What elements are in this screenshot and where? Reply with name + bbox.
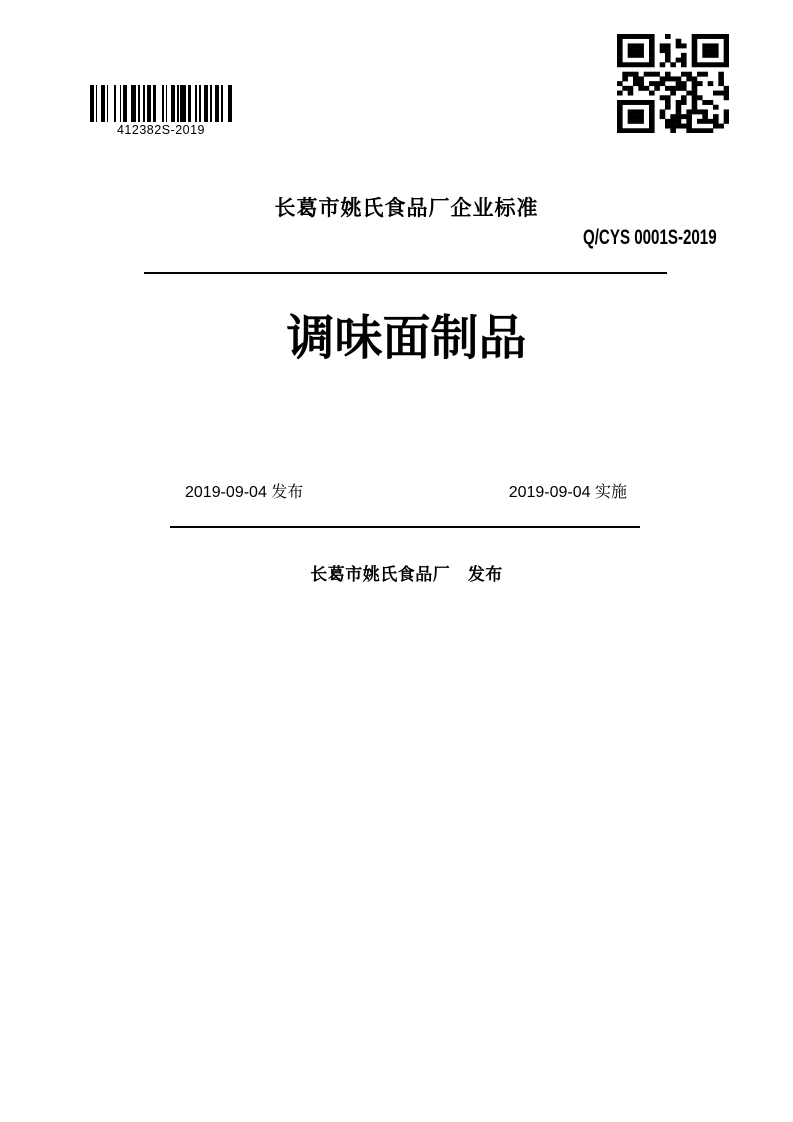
publisher-line: 长葛市姚氏食品厂 发布 [310,565,503,584]
divider-line-bottom [170,526,640,528]
dates-row [185,479,627,502]
divider-line-top [144,272,667,274]
enterprise-standard-title: 长葛市姚氏食品厂企业标准 [274,197,539,220]
qr-code [617,34,729,133]
barcode-label: 412382S-2019 [116,123,206,137]
issue-date: 2019-09-04 发布 [185,484,304,501]
barcode [90,85,232,137]
qr-code-image [617,34,729,133]
standard-code: Q/CYS 0001S-2019 [583,226,717,249]
document-main-title: 调味面制品 [286,312,527,365]
barcode-image [90,85,232,122]
implementation-date: 2019-09-04 实施 [508,484,627,501]
